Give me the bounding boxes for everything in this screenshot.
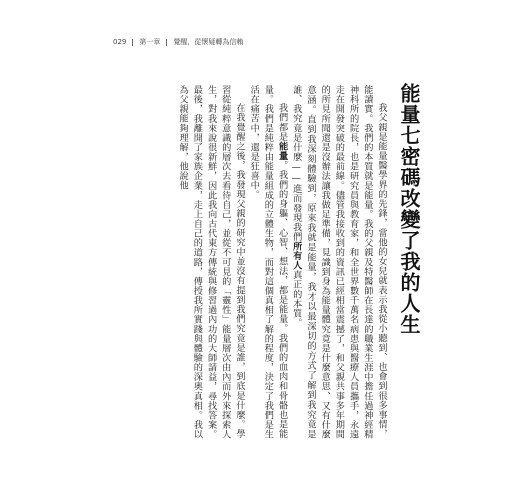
header-divider <box>166 39 167 46</box>
emphasis-text: 所有人 <box>290 241 302 271</box>
chapter-title: 能量七密碼改變了我的人生 <box>397 83 421 335</box>
paragraph-text: 真正的本質。 <box>290 270 302 328</box>
page-number: 029 <box>113 38 127 46</box>
running-header <box>113 36 243 48</box>
body-text <box>88 85 388 439</box>
paragraph <box>289 85 388 439</box>
paragraph <box>175 85 246 439</box>
paragraph-text: 。我們的身軀、心智、想法，都是能量。我們的血肉和骨骼也是能量。我們是純粹由能量組成的立體生物，而對這個真相了解的程度，決定了我們是生活在痛苦中，還是狂喜中。 <box>248 85 288 439</box>
header-divider <box>132 39 133 46</box>
section-label: 覺醒，從懷疑轉為信賴 <box>173 38 244 46</box>
paragraph-text: 我們都是 <box>276 103 288 142</box>
emphasis-text: 能量 <box>276 141 288 161</box>
chapter-label: 第一章 <box>139 38 161 46</box>
paragraph-text: 我父親是能量醫學界的先鋒，當他的女兒就表示我從小聽到、也會到很多事情，能讀實。我們的本質就是能量。我的父親及特醫師在長達的職業生涯中擔任過神經精神科所的院長，也是研究員與教育家，和全世界數千萬名病患與醫療人員攜手，永遠走在開發突破的最前線。儘管我接收到的資訊已經相當震撼了，和父親共事多年期間的所見所聞還是沒辦法讓我做足準備，見識到身為能量體究竟是什麼意思、又有什麼意涵。直到我深刻體驗到，原來我就是能量，我才以最深切的方式了解到我究竟是誰、我究竟是什麼——進而發現我們 <box>290 85 387 439</box>
paragraph-text: 在我覺醒之後，我發現父親的研究中並沒有提到我們究竟是誰，到底是什麼。學習從純粹意識的層次去看待自己，並從不可見的「靈性」能量層次由內而外來探索人生，對我來說很新鮮，因此我向古代東方傳統與修習過內功的大師請益，尋找答案。最後，我離開了家族企業，走上自己的道路，傳授我所實踐與體驗的深奧真相。我以為父親能夠理解，他說他 <box>177 85 245 439</box>
paragraph <box>246 85 289 439</box>
